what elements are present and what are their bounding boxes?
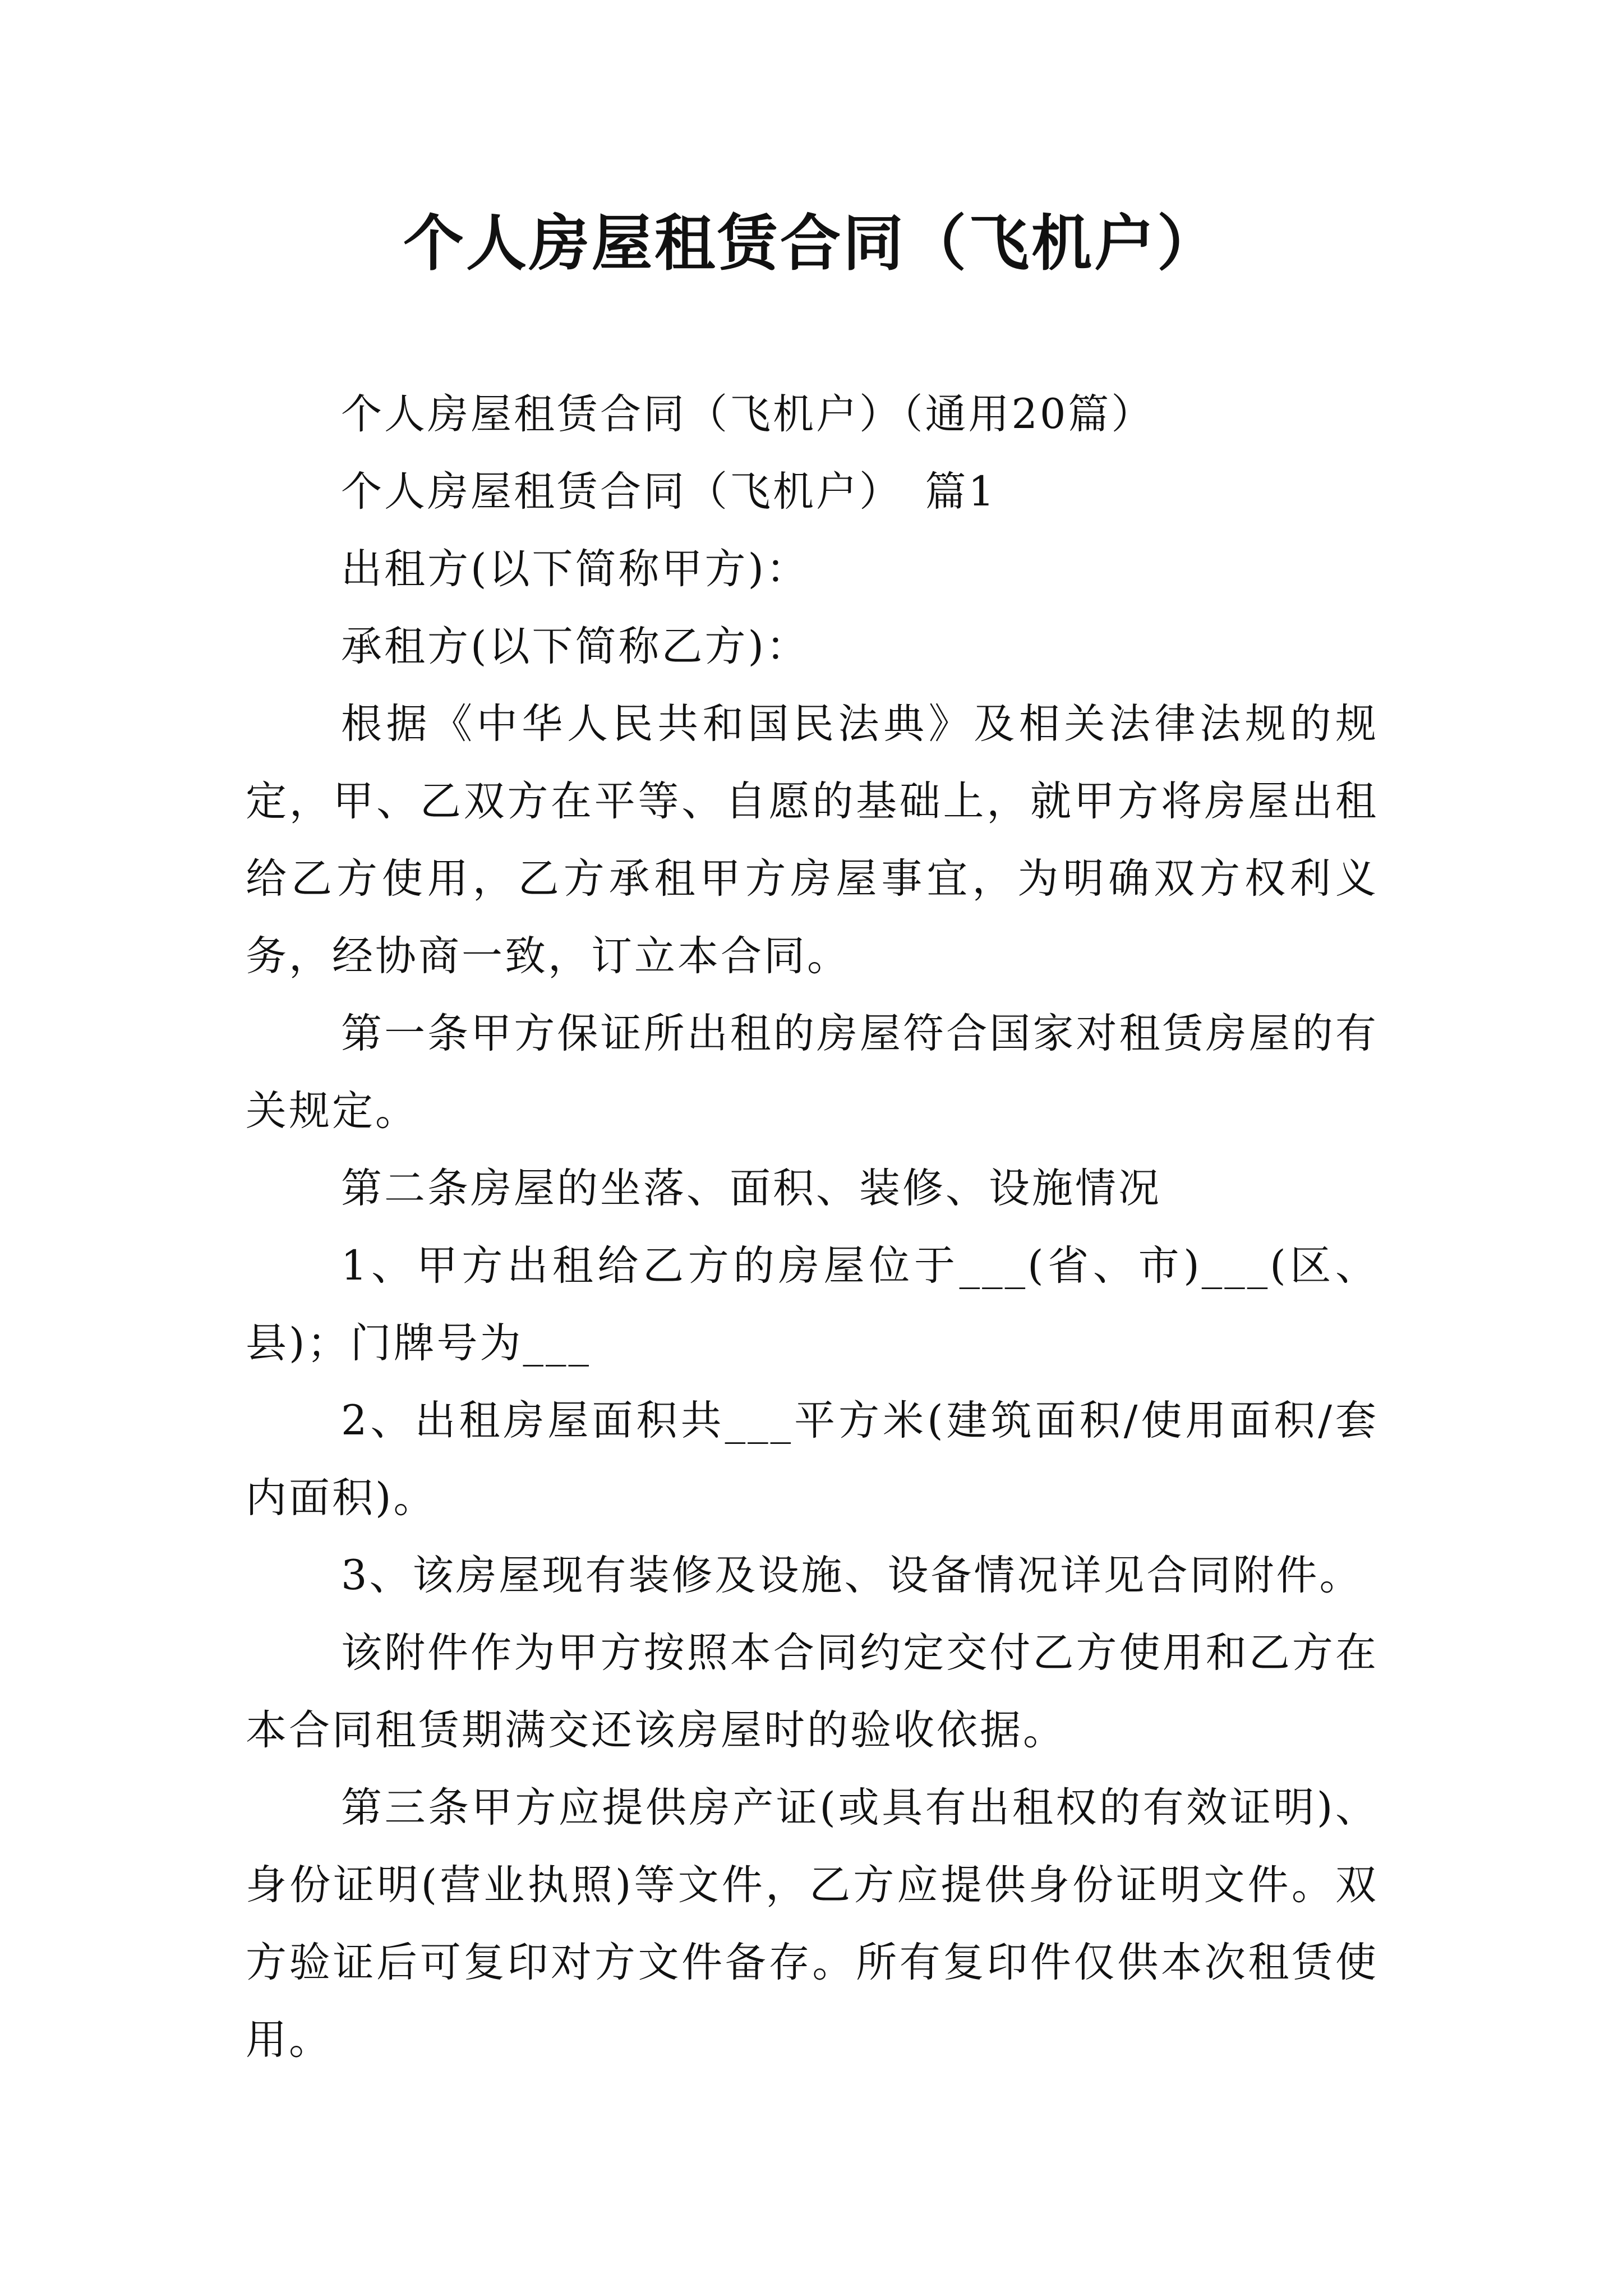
paragraph-item-2: 2、出租房屋面积共___平方米(建筑面积/使用面积/套内面积)。 xyxy=(246,1397,1378,1522)
paragraph-subtitle: 个人房屋租赁合同（飞机户）（通用20篇） xyxy=(341,390,1155,438)
paragraph-item-1: 1、甲方出租给乙方的房屋位于___(省、市)___(区、县)；门牌号为___ xyxy=(246,1242,1378,1367)
document-title: 个人房屋租赁合同（飞机户） xyxy=(403,209,1220,279)
paragraph-item-3: 3、该房屋现有装修及设施、设备情况详见合同附件。 xyxy=(341,1552,1363,1599)
paragraph-article-3: 第三条甲方应提供房产证(或具有出租权的有效证明)、身份证明(营业执照)等文件，乙方应提供身份证明文件。双方验证后可复印对方文件备存。所有复印件仅供本次租赁使用。 xyxy=(246,1784,1378,2064)
document-body xyxy=(246,376,1378,2079)
paragraph-lessee: 承租方(以下简称乙方)： xyxy=(341,623,809,670)
paragraph-article-2: 第二条房屋的坐落、面积、装修、设施情况 xyxy=(341,1165,1161,1212)
paragraph-article-1: 第一条甲方保证所出租的房屋符合国家对租赁房屋的有关规定。 xyxy=(246,1010,1378,1135)
paragraph-attachment-note: 该附件作为甲方按照本合同约定交付乙方使用和乙方在本合同租赁期满交还该房屋时的验收依据。 xyxy=(246,1629,1378,1754)
paragraph-section-heading: 个人房屋租赁合同（飞机户） 篇1 xyxy=(341,468,997,516)
paragraph-preamble: 根据《中华人民共和国民法典》及相关法律法规的规定，甲、乙双方在平等、自愿的基础上，就甲方将房屋出租给乙方使用，乙方承租甲方房屋事宜，为明确双方权利义务，经协商一致，订立本合同。 xyxy=(246,700,1378,980)
paragraph-lessor: 出租方(以下简称甲方)： xyxy=(341,545,809,593)
